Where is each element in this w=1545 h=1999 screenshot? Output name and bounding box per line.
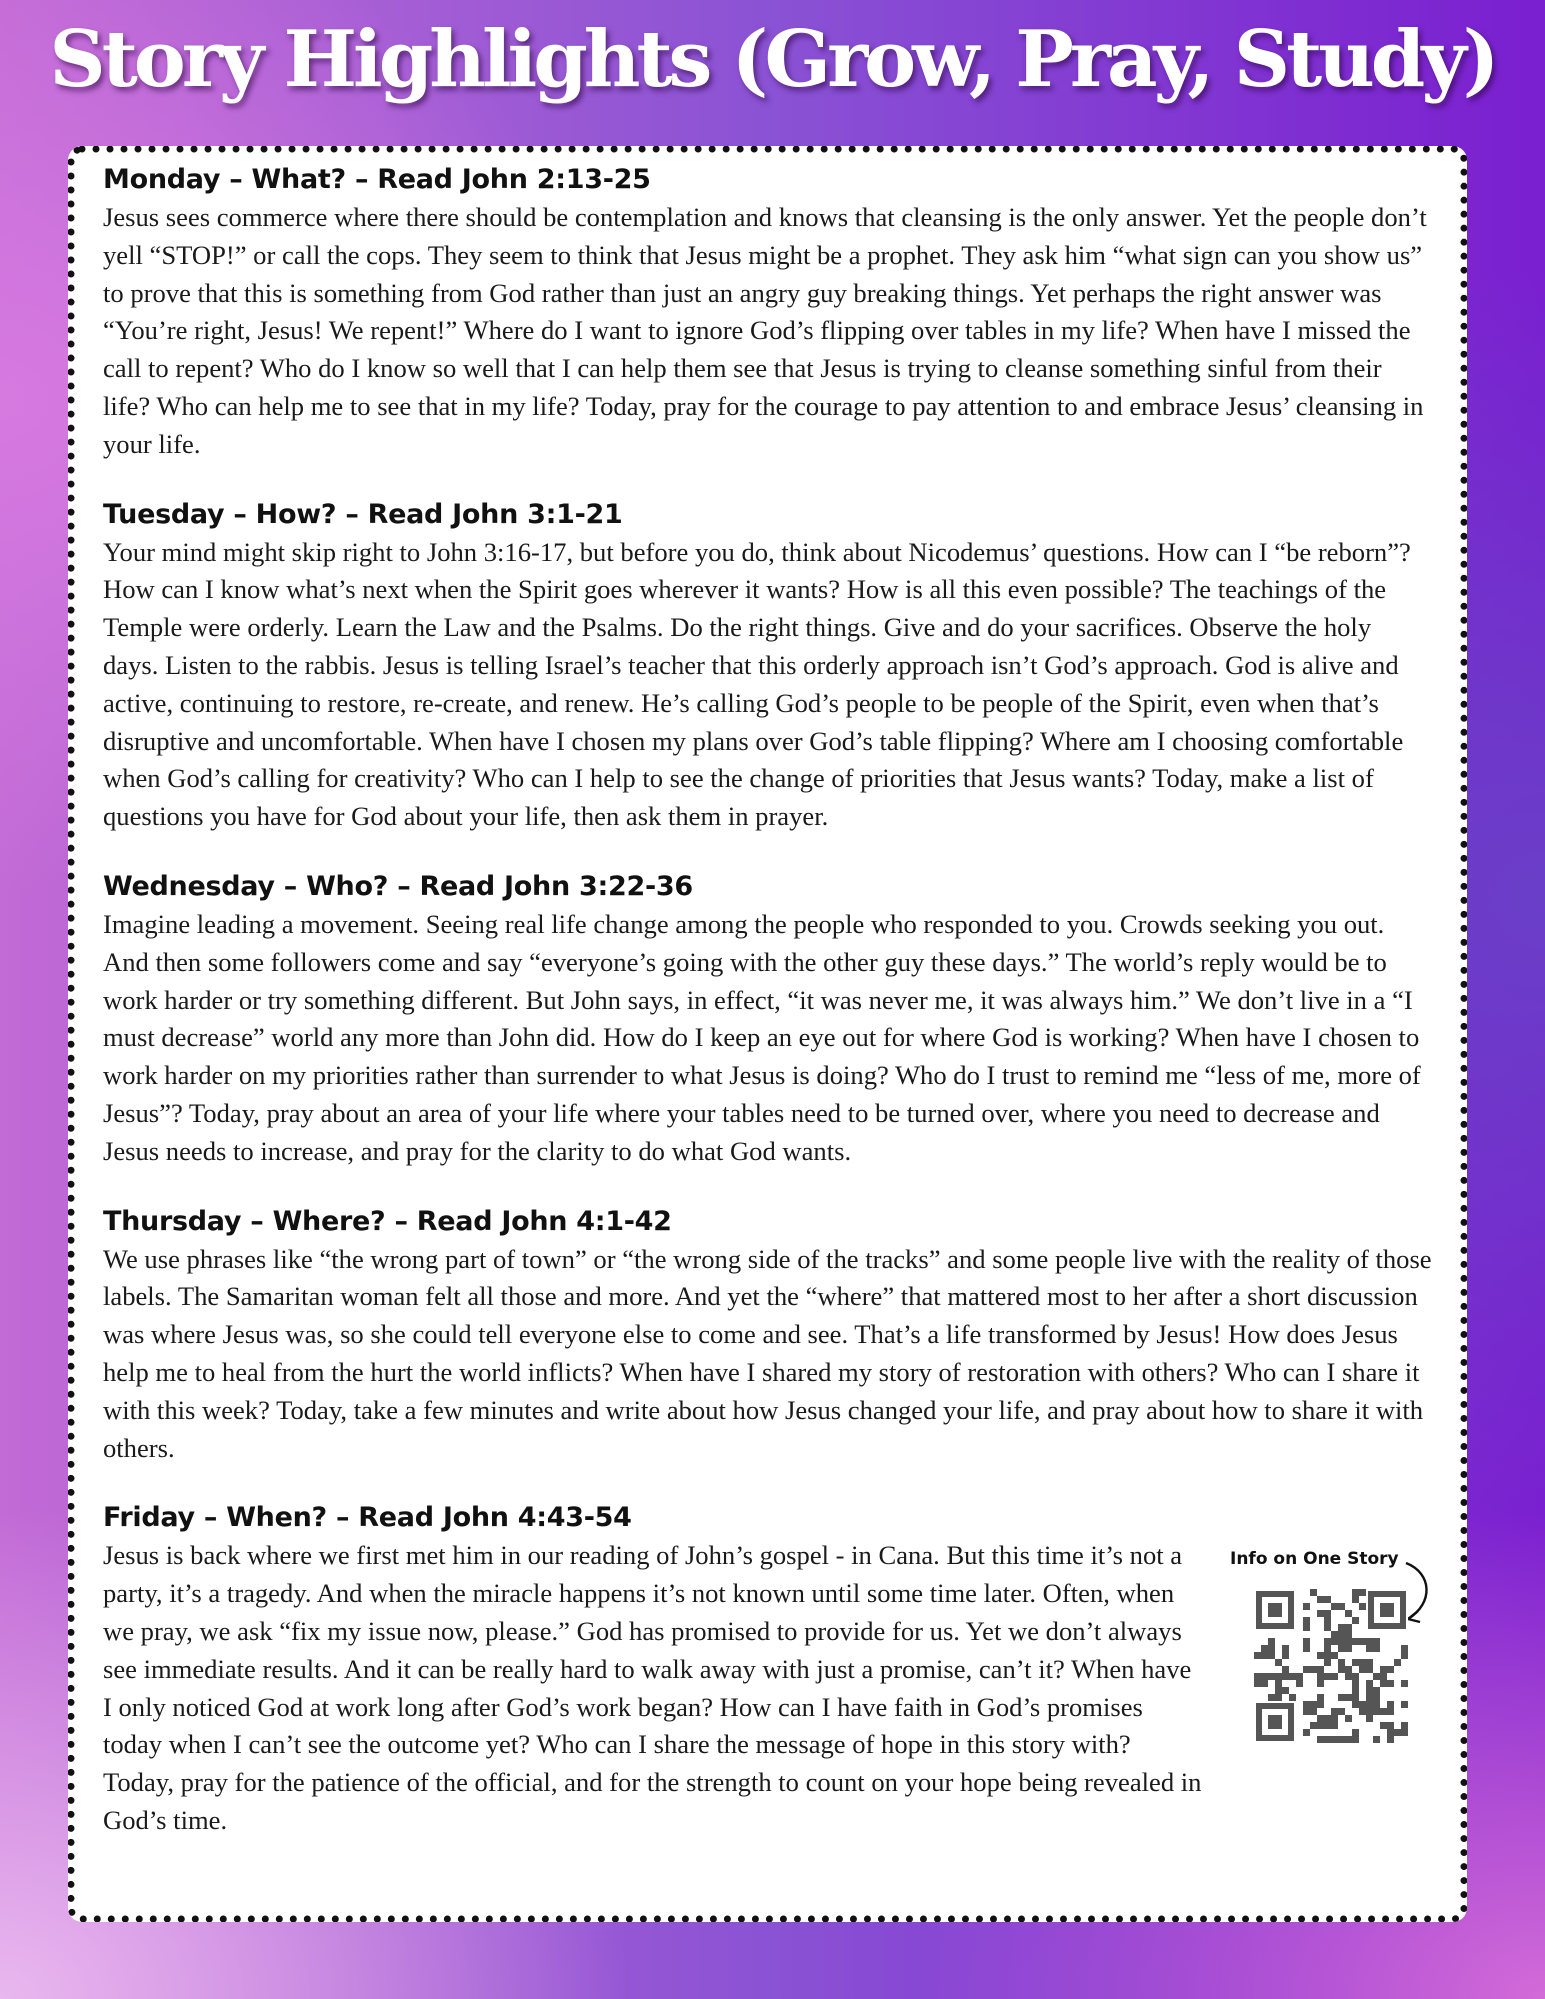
section-heading: Thursday – Where? – Read John 4:1-42 (103, 1205, 672, 1237)
section-wednesday (103, 870, 1432, 1171)
qr-label: Info on One Story (1230, 1549, 1399, 1570)
section-friday (103, 1501, 1432, 1839)
section-heading: Wednesday – Who? – Read John 3:22-36 (103, 870, 693, 902)
section-body: Jesus sees commerce where there should be contemplation and knows that cleansing is the only answer. Yet the people don’t yell “STOP!” or call the cops. They seem to think that Jesus might be a prophet. They ask him “what sign can you show us” to prove that this is something from God rather than just an angry guy breaking things. Yet perhaps the right answer was “You’re right, Jesus! We repent!” Where do I want to ignore God’s flipping over tables in my life? When have I missed the call to repent? Who do I know so well that I can help them see that Jesus is trying to cleanse something sinful from their life? Who can help me to see that in my life? Today, pray for the courage to pay attention to and embrace Jesus’ cleansing in your life. (103, 202, 1427, 459)
section-heading: Monday – What? – Read John 2:13-25 (103, 164, 651, 195)
section-monday (103, 163, 1432, 464)
section-body: We use phrases like “the wrong part of town” or “the wrong side of the tracks” and some people live with the reality of those labels. The Samaritan woman felt all those and more. And yet the “where” that mattered most to her after a short discussion was where Jesus was, so she could tell everyone else to come and see. That’s a life transformed by Jesus! How does Jesus help me to heal from the hurt the world inflicts? When have I shared my story of restoration with others? Who can I share it with this week? Today, take a few minutes and write about how Jesus changed your life, and pray about how to share it with others. (103, 1243, 1432, 1463)
section-thursday (103, 1205, 1432, 1468)
section-heading: Tuesday – How? – Read John 3:1-21 (103, 498, 623, 530)
section-body: Imagine leading a movement. Seeing real life change among the people who responded to you. Crowds seeking you out. And then some followers come and say “everyone’s going with the other guy these days.” The world’s reply would be to work harder or try something different. But John says, in effect, “it was never me, it was always him.” We don’t live in a “I must decrease” world any more than John did. How do I keep an eye out for where God is working? When have I chosen to work harder on my priorities rather than surrender to what Jesus is doing? Who do I trust to remind me “less of me, more of Jesus”? Today, pray about an area of your life where your tables need to be turned over, where you need to decrease and Jesus needs to increase, and pray for the clarity to do what God wants. (103, 908, 1421, 1166)
qr-info[interactable] (1220, 1549, 1448, 1789)
qr-code-icon[interactable] (1254, 1589, 1408, 1743)
section-body: Your mind might skip right to John 3:16-17, but before you do, think about Nicodemus’ questions. How can I “be reborn”? How can I know what’s next when the Spirit goes wherever it wants? How is all this even possible? The teachings of the Temple were orderly. Learn the Law and the Psalms. Do the right things. Give and do your sacrifices. Observe the holy days. Listen to the rabbis. Jesus is telling Israel’s teacher that this orderly approach isn’t God’s approach. God is alive and active, continuing to restore, re-create, and renew. He’s calling God’s people to be people of the Spirit, even when that’s disruptive and uncomfortable. When have I chosen my plans over God’s table flipping? Where am I choosing comfortable when God’s calling for creativity? Who can I help to see the change of priorities that Jesus wants? Today, make a list of questions you have for God about your life, then ask them in prayer. (103, 536, 1411, 832)
section-body: Jesus is back where we first met him in our reading of John’s gospel - in Cana. But this time it’s not a party, it’s a tragedy. And when the miracle happens it’s not known until some time later. Often, when we pray, we ask “fix my issue now, please.” God has promised to provide for us. Yet we don’t always see immediate results. And it can be really hard to walk away with just a promise, can’t it? When have I only noticed God at work long after God’s work began? How can I have faith in God’s promises today when I can’t see the outcome yet? Who can I share the message of hope in this story with? Today, pray for the patience of the official, and for the strength to count on your hope being revealed in God’s time. (103, 1540, 1202, 1835)
page-title: Story Highlights (Grow, Pray, Study) (49, 14, 1496, 105)
section-tuesday (103, 498, 1432, 836)
content-panel (68, 146, 1467, 1922)
section-heading: Friday – When? – Read John 4:43-54 (103, 1502, 632, 1534)
